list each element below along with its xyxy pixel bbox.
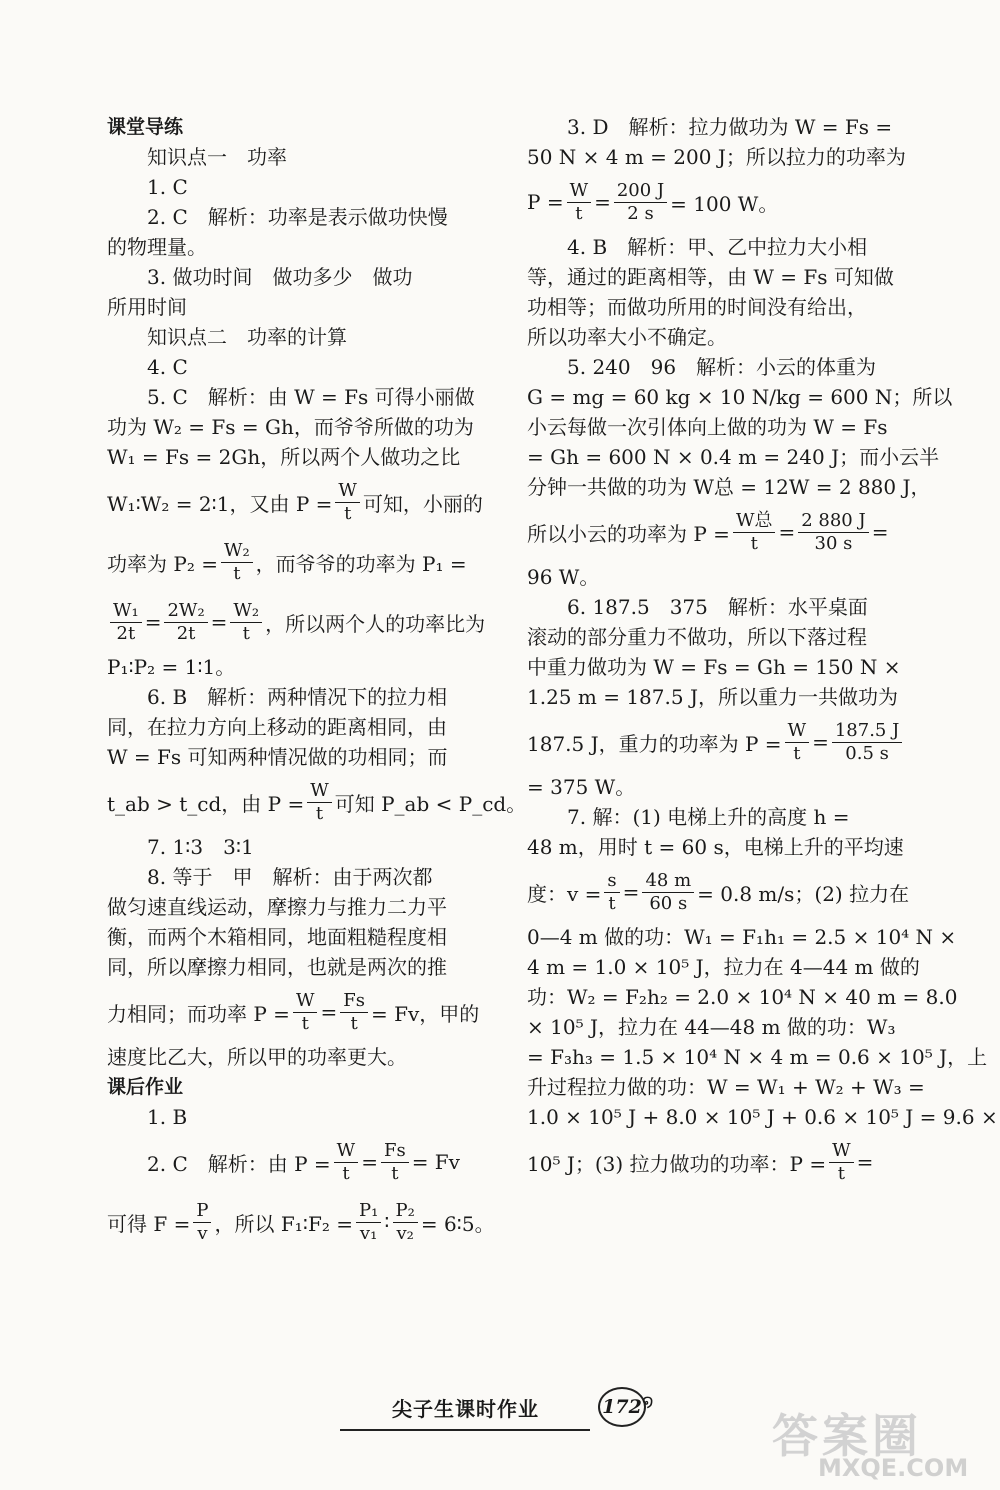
numerator: 48 m xyxy=(642,870,694,893)
denominator: v₂ xyxy=(396,1222,414,1244)
denominator: t xyxy=(350,1012,358,1034)
denominator: 30 s xyxy=(814,532,853,554)
fraction xyxy=(642,870,694,915)
numerator: W xyxy=(334,1140,359,1163)
fraction xyxy=(798,510,868,555)
fraction xyxy=(221,540,253,585)
numerator: 187.5 J xyxy=(832,720,902,743)
answer-line: = Gh = 600 N × 0.4 m = 240 J；而小云半 xyxy=(527,445,940,469)
text-run: t_ab > t_cd，由 P = xyxy=(107,791,305,816)
numerator: W xyxy=(785,720,810,743)
text-run: 所以小云的功率为 P = xyxy=(527,521,730,546)
text-run: 功率为 P₂ = xyxy=(107,551,218,576)
watermark xyxy=(742,1400,1000,1490)
numerator: P xyxy=(193,1200,211,1223)
denominator: t xyxy=(315,802,324,824)
page-number: 172 xyxy=(598,1387,646,1427)
numerator: W xyxy=(567,180,592,203)
answer-line: 1. B xyxy=(147,1105,188,1129)
answer-line: 所用时间 xyxy=(107,295,187,319)
fraction xyxy=(193,1200,211,1245)
answer-line: 6. B 解析：两种情况下的拉力相 xyxy=(147,685,448,709)
equals-sign: = xyxy=(144,610,162,634)
answer-line: × 10⁵ J，拉力在 44—48 m 做的功：W₃ xyxy=(527,1015,896,1039)
fraction xyxy=(164,600,207,645)
equals-sign: = xyxy=(812,730,829,754)
answer-line: 功相等；而做功所用的时间没有给出， xyxy=(527,295,867,319)
answer-line: 4 m = 1.0 × 10⁵ J，拉力在 4—44 m 做的 xyxy=(527,955,920,979)
book-title: 尖子生课时作业 xyxy=(392,1397,539,1421)
denominator: v₁ xyxy=(359,1222,378,1244)
answer-line: W = Fs 可知两种情况做的功相同；而 xyxy=(107,745,448,769)
fraction xyxy=(340,990,368,1035)
answer-line: 3. D 解析：拉力做功为 W = Fs = xyxy=(567,115,893,139)
text-run: 可得 F = xyxy=(107,1211,191,1236)
answer-line: 5. 240 96 解析：小云的体重为 xyxy=(567,355,877,379)
denominator: 2t xyxy=(176,622,196,644)
answer-line: 分钟一共做的功为 W总 = 12W = 2 880 J， xyxy=(527,475,931,499)
answer-line: 0—4 m 做的功：W₁ = F₁h₁ = 2.5 × 10⁴ N × xyxy=(527,925,957,949)
answer-line: 4. B 解析：甲、乙中拉力大小相 xyxy=(567,235,868,259)
numerator: 2 880 J xyxy=(798,510,868,533)
fraction xyxy=(381,1140,409,1185)
formula-line xyxy=(527,1132,922,1192)
answer-line: 升过程拉力做的功：W = W₁ + W₂ + W₃ = xyxy=(527,1075,925,1099)
fraction xyxy=(567,180,592,225)
fraction xyxy=(307,780,332,825)
answer-line: 功为 W₂ = Fs = Gh，而爷爷所做的功为 xyxy=(107,415,474,439)
watermark-logo: 答案圈 xyxy=(772,1409,922,1463)
text-run: 度：v = xyxy=(527,881,602,906)
answer-line: 7. 解：(1) 电梯上升的高度 h = xyxy=(567,805,850,829)
denominator: t xyxy=(242,622,250,644)
answer-line: 功：W₂ = F₂h₂ = 2.0 × 10⁴ N × 40 m = 8.0 xyxy=(527,985,958,1009)
formula-line xyxy=(107,592,502,652)
text-run: = Fv xyxy=(411,1150,460,1174)
answer-line: 8. 等于 甲 解析：由于两次都 xyxy=(147,865,433,889)
text-run: 力相同；而功率 P = xyxy=(107,1001,290,1026)
numerator: W总 xyxy=(733,510,776,533)
left-column xyxy=(107,112,527,1252)
denominator: 2t xyxy=(116,622,136,644)
numerator: P₁ xyxy=(356,1200,381,1223)
answer-line: 50 N × 4 m = 200 J；所以拉力的功率为 xyxy=(527,145,906,169)
denominator: t xyxy=(301,1012,309,1034)
fraction xyxy=(614,180,667,225)
answer-line: 同，在拉力方向上移动的距离相同，由 xyxy=(107,715,447,739)
text-run: ，而爷爷的功率为 P₁ = xyxy=(255,551,467,576)
text-run: = Fv，甲的 xyxy=(370,1001,480,1026)
numerator: 2W₂ xyxy=(164,600,207,623)
denominator: 0.5 s xyxy=(845,742,889,764)
answer-line: 3. 做功时间 做功多少 做功 xyxy=(147,265,413,289)
text-run: 187.5 J，重力的功率为 P = xyxy=(527,731,782,756)
equals-sign: = xyxy=(622,880,640,904)
fraction xyxy=(335,480,360,525)
formula-line xyxy=(527,712,922,772)
text-run: ，所以两个人的功率比为 xyxy=(265,611,486,636)
fraction xyxy=(110,600,142,645)
answer-line: W₁ = Fs = 2Gh，所以两个人做功之比 xyxy=(107,445,461,469)
numerator: s xyxy=(604,870,619,893)
numerator: W xyxy=(335,480,360,503)
answer-line: G = mg = 60 kg × 10 N/kg = 600 N；所以 xyxy=(527,385,953,409)
text-run: 10⁵ J；(3) 拉力做功的功率：P = xyxy=(527,1151,827,1176)
formula-line xyxy=(107,1192,502,1252)
numerator: W₂ xyxy=(230,600,262,623)
answer-line: 1.25 m = 187.5 J，所以重力一共做功为 xyxy=(527,685,898,709)
numerator: W xyxy=(829,1140,854,1163)
fraction xyxy=(293,990,318,1035)
text-run: = xyxy=(856,1150,874,1174)
equals-sign: = xyxy=(778,520,796,544)
text-run: = 100 W。 xyxy=(670,191,779,216)
fraction xyxy=(785,720,810,765)
formula-line xyxy=(107,532,502,592)
denominator: t xyxy=(837,1162,845,1184)
text-run: 可知 P_ab < P_cd。 xyxy=(334,791,527,816)
fraction xyxy=(393,1200,418,1245)
answer-line: 4. C xyxy=(147,355,188,379)
formula-line xyxy=(107,472,502,532)
equals-sign: = xyxy=(210,610,228,634)
page-footer xyxy=(340,1385,660,1445)
fraction xyxy=(832,720,902,765)
right-column xyxy=(527,112,998,1192)
denominator: t xyxy=(233,562,241,584)
answer-line: 小云每做一次引体向上做的功为 W = Fs xyxy=(527,415,888,439)
numerator: Fs xyxy=(381,1140,409,1163)
fraction xyxy=(334,1140,359,1185)
formula-line xyxy=(107,982,502,1042)
answer-line: 同，所以摩擦力相同，也就是两次的推 xyxy=(107,955,447,979)
answer-line: 1.0 × 10⁵ J + 8.0 × 10⁵ J + 0.6 × 10⁵ J = 9.6 × xyxy=(527,1105,998,1129)
numerator: 200 J xyxy=(614,180,667,203)
denominator: t xyxy=(793,742,801,764)
fraction xyxy=(829,1140,854,1185)
answer-line: 做匀速直线运动，摩擦力与推力二力平 xyxy=(107,895,447,919)
subsection-heading: 知识点一 功率 xyxy=(147,145,287,169)
numerator: Fs xyxy=(340,990,368,1013)
section-heading: 课堂导练 xyxy=(107,116,184,138)
answer-line: 1. C xyxy=(147,175,188,199)
denominator: t xyxy=(575,202,583,224)
text-run: = 6∶5。 xyxy=(420,1211,495,1236)
denominator: v xyxy=(197,1222,208,1244)
answer-line: 96 W。 xyxy=(527,565,600,589)
numerator: P₂ xyxy=(393,1200,418,1223)
subsection-heading: 知识点二 功率的计算 xyxy=(147,325,347,349)
section-heading: 课后作业 xyxy=(107,1076,184,1098)
answer-line: 6. 187.5 375 解析：水平桌面 xyxy=(567,595,868,619)
text-run: 2. C 解析：由 P = xyxy=(147,1151,331,1176)
denominator: t xyxy=(750,532,758,554)
denominator: t xyxy=(391,1162,399,1184)
formula-line xyxy=(527,502,922,562)
fraction xyxy=(356,1200,381,1245)
denominator: t xyxy=(344,502,352,524)
answer-line: 衡，而两个木箱相同，地面粗糙程度相 xyxy=(107,925,447,949)
answer-line: = F₃h₃ = 1.5 × 10⁴ N × 4 m = 0.6 × 10⁵ J，上 xyxy=(527,1045,988,1069)
formula-line xyxy=(107,772,527,832)
formula-line xyxy=(527,862,922,922)
answer-line: 48 m，用时 t = 60 s，电梯上升的平均速 xyxy=(527,835,904,859)
fraction xyxy=(230,600,262,645)
fraction xyxy=(604,870,619,915)
answer-line: 2. C 解析：功率是表示做功快慢 xyxy=(147,205,448,229)
equals-sign: = xyxy=(594,190,611,214)
answer-line: = 375 W。 xyxy=(527,775,636,799)
text-run: W₁∶W₂ = 2∶1，又由 P = xyxy=(107,491,333,516)
formula-line xyxy=(107,1132,502,1192)
text-run: = 0.8 m/s；(2) 拉力在 xyxy=(697,881,910,906)
text-run: ，所以 F₁∶F₂ = xyxy=(214,1211,353,1236)
answer-line: 等，通过的距离相等，由 W = Fs 可知做 xyxy=(527,265,894,289)
numerator: W xyxy=(293,990,318,1013)
watermark-url: MXQE.COM xyxy=(818,1454,969,1482)
text-run: = xyxy=(871,520,889,544)
answer-line: 速度比乙大，所以甲的功率更大。 xyxy=(107,1045,407,1069)
ratio-sign: ∶ xyxy=(384,1210,390,1234)
text-run: P = xyxy=(527,190,564,214)
answer-line: 所以功率大小不确定。 xyxy=(527,325,727,349)
answer-line: 7. 1∶3 3∶1 xyxy=(147,835,254,859)
denominator: t xyxy=(342,1162,350,1184)
denominator: t xyxy=(608,892,616,914)
equals-sign: = xyxy=(320,1000,338,1024)
equals-sign: = xyxy=(361,1150,378,1174)
denominator: 2 s xyxy=(627,202,654,224)
answer-line: 滚动的部分重力不做功，所以下落过程 xyxy=(527,625,867,649)
formula-line xyxy=(527,172,922,232)
answer-line: 的物理量。 xyxy=(107,235,207,259)
swirl-ornament-icon: ໑ xyxy=(642,1391,654,1412)
fraction xyxy=(733,510,776,555)
numerator: W₁ xyxy=(110,600,142,623)
numerator: W xyxy=(307,780,332,803)
numerator: W₂ xyxy=(221,540,253,563)
answer-line: 5. C 解析：由 W = Fs 可得小丽做 xyxy=(147,385,475,409)
answer-line: 中重力做功为 W = Fs = Gh = 150 N × xyxy=(527,655,901,679)
text-run: 可知，小丽的 xyxy=(362,491,483,516)
denominator: 60 s xyxy=(649,892,688,914)
footer-rule xyxy=(340,1429,590,1431)
answer-line: P₁∶P₂ = 1∶1。 xyxy=(107,655,236,679)
